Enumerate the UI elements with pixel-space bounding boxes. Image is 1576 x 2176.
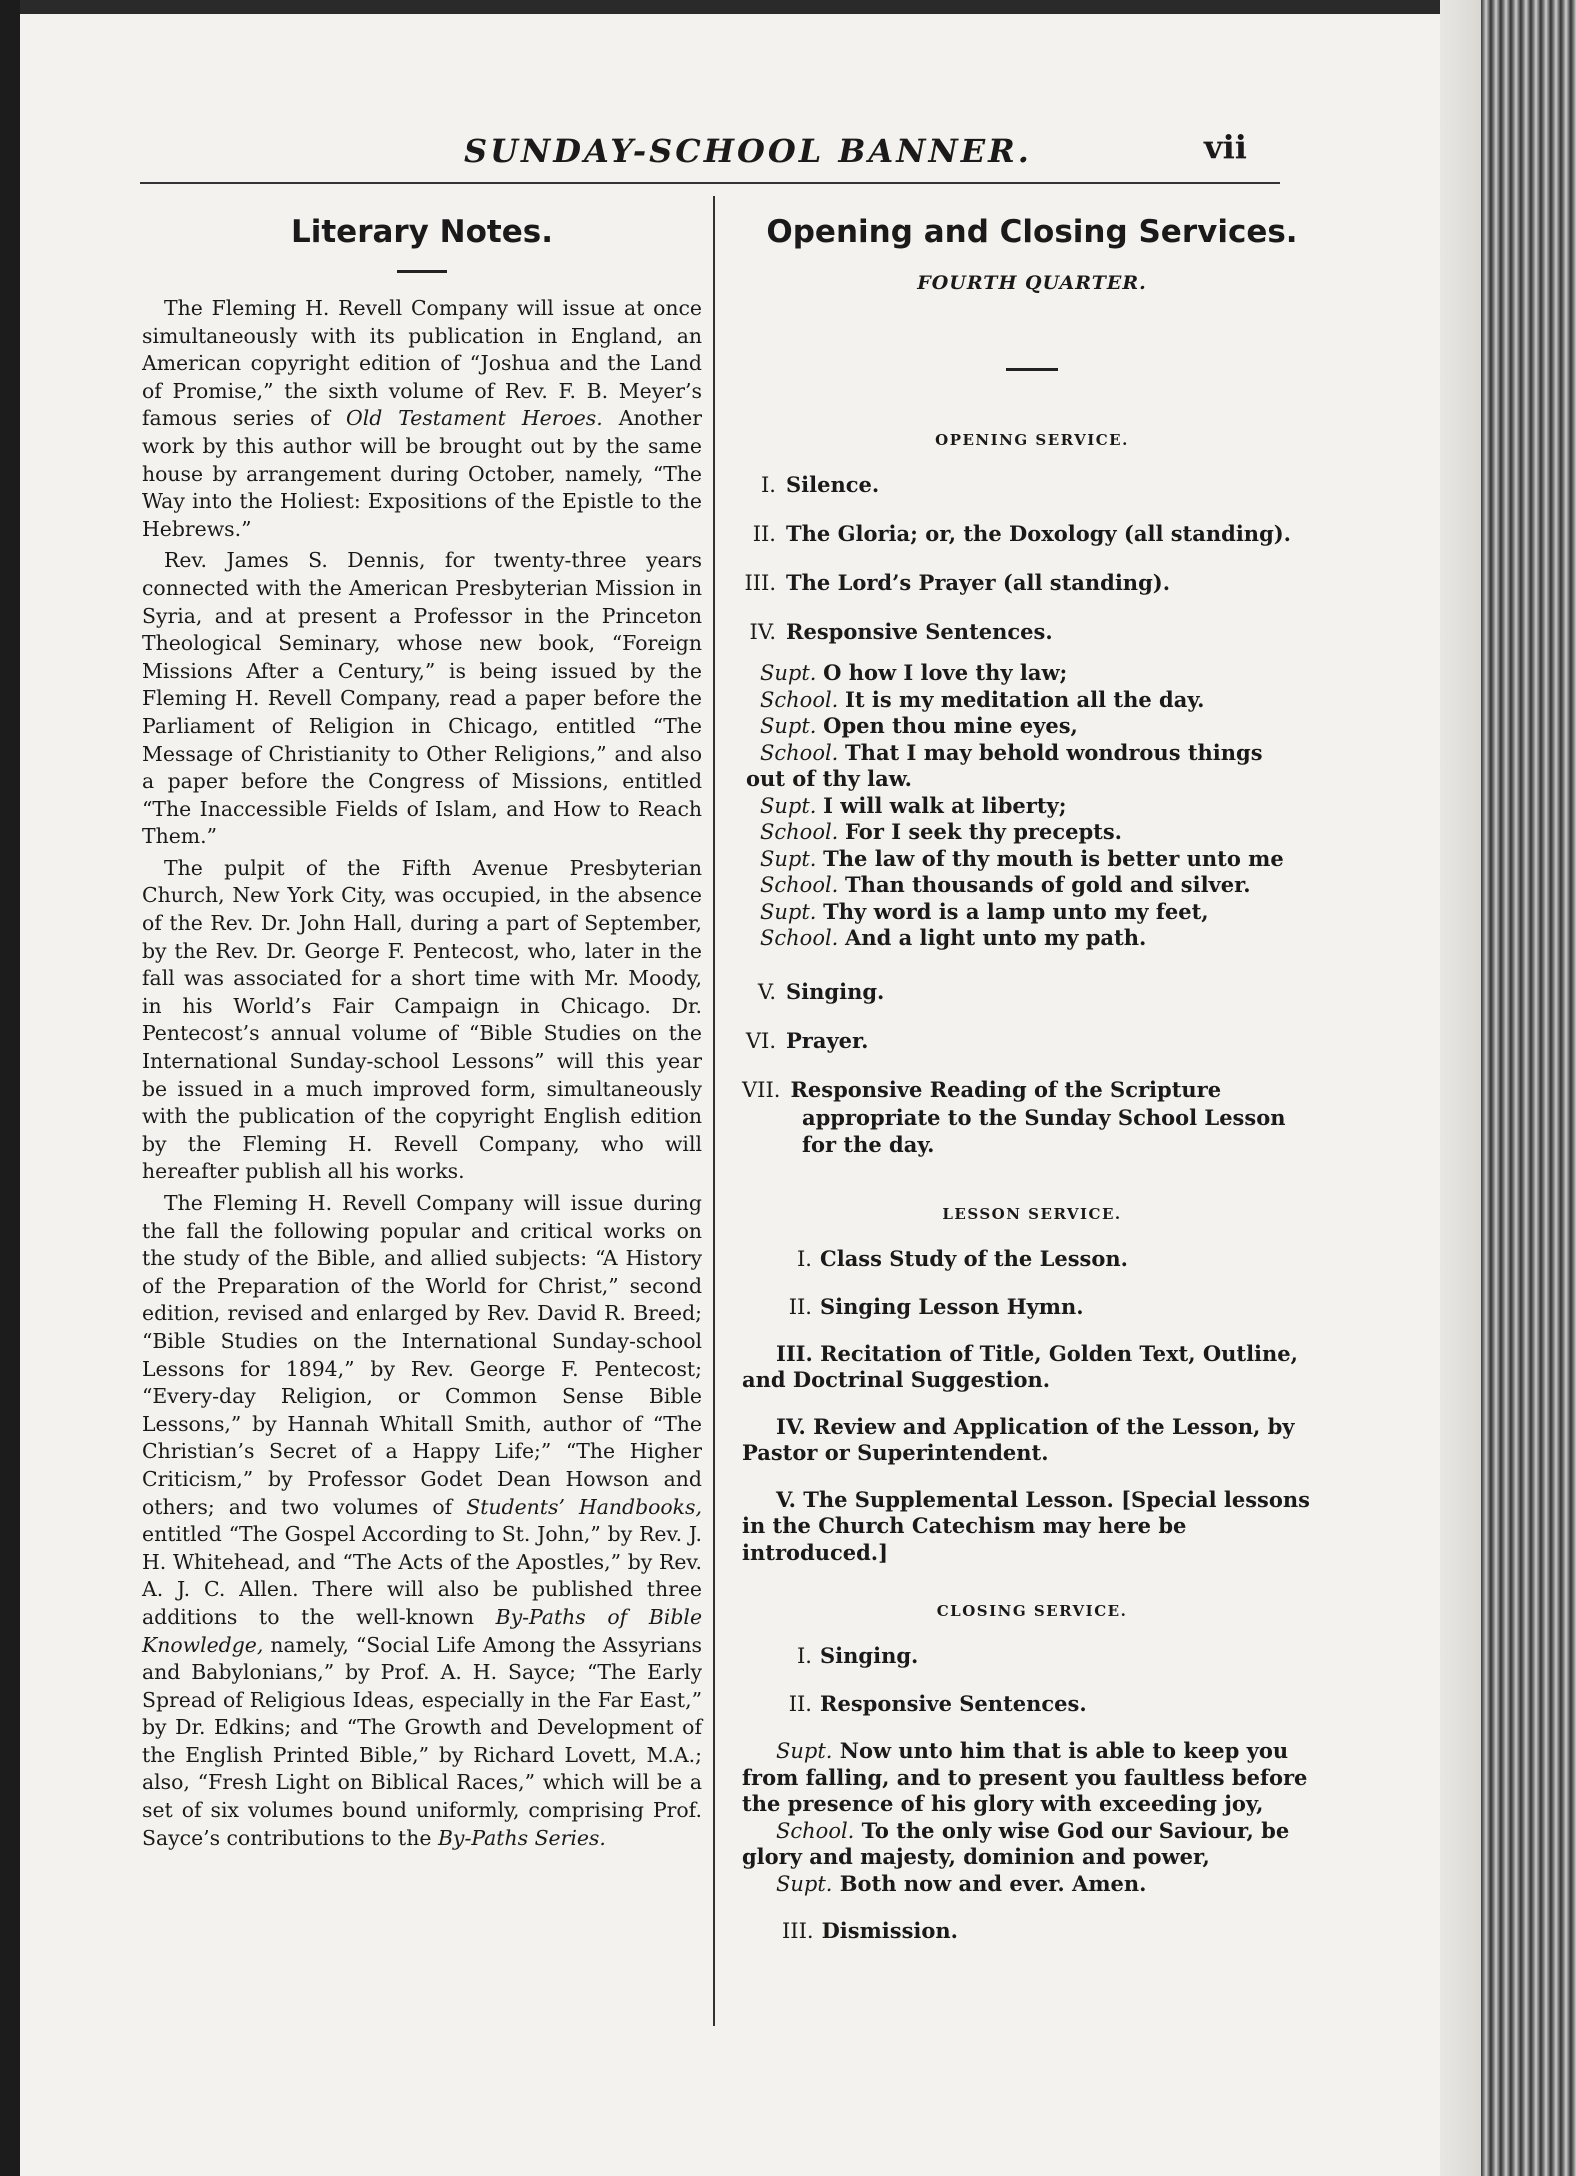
opening-service-heading: OPENING SERVICE. [935, 431, 1129, 449]
speaker: Supt. [760, 661, 817, 685]
responsive-line [742, 925, 1322, 952]
list-item [742, 1027, 1322, 1055]
list-item [742, 471, 1322, 499]
line-text: That I may behold wondrous things [845, 739, 1263, 765]
closing-response [742, 1871, 1322, 1898]
speaker: School. [760, 926, 839, 950]
item-text: Dismission. [821, 1918, 958, 1943]
item-number: I. [797, 1246, 812, 1271]
column-divider [713, 196, 715, 2026]
line-text: Thy word is a lamp unto my feet, [823, 898, 1209, 924]
list-item [782, 1690, 1322, 1718]
item-text: Prayer. [786, 1027, 869, 1053]
note-text: The Fleming H. Revell Company will issue at once simultaneously with its publication in England, an American copyright edition of “Joshua and the Land of Promise,” the sixth volume of Rev. F. B. Meyer’s famous series of [142, 296, 702, 431]
title-rule [397, 270, 447, 273]
lesson-paragraph: V. The Supplemental Lesson. [Special lessons in the Church Catechism may here be introduced.] [742, 1486, 1310, 1565]
item-text: Responsive Sentences. [786, 619, 1053, 644]
item-number: II. [788, 1692, 812, 1716]
responsive-line [742, 846, 1322, 873]
responsive-line [742, 660, 1322, 687]
line-text: The law of thy mouth is better unto me [823, 845, 1284, 871]
note-text: The Fleming H. Revell Company will issue during the fall the following popular and critical works on the study of the Bible, and allied subjects: “A History of the Preparation of the World for Christ,” second edition, revised and enlarged by Rev. David R. Breed; “Bible Studies on the International Sunday-school Lessons for 1894,” by Rev. George F. Pentecost; “Every-day Religion, or Common Sense Bible Lessons,” by Hannah Whitall Smith, author of “The Christian’s Secret of a Happy Life;” “The Higher Criticism,” by Professor Godet Dean Howson and others; and two volumes of [142, 1191, 702, 1519]
services-title: Opening and Closing Services. [766, 214, 1298, 250]
closing-response [742, 1738, 1322, 1818]
note-italic: Old Testament Heroes. [345, 406, 603, 431]
note-text: entitled “The Gospel According to St. John,” by Rev. J. H. Whitehead, and “The Acts of the Apostles,” by Rev. A. J. C. Allen. There will also be published three additions to the well-known [142, 1522, 702, 1629]
responsive-line [742, 793, 1322, 820]
list-item [742, 520, 1322, 548]
responsive-line [742, 899, 1322, 926]
section-rule [1006, 368, 1058, 371]
item-text: The Gloria; or, the Doxology (all standing). [786, 521, 1291, 546]
item-text: The Lord’s Prayer (all standing). [786, 570, 1170, 595]
note-text: Another work by this author will be brought out by the same house by arrangement during October, namely, “The Way into the Holiest: Expositions of the Epistle to the Hebrews.” [142, 406, 702, 541]
speaker: Supt. [760, 793, 817, 818]
quarter-subtitle: FOURTH QUARTER. [917, 272, 1147, 294]
line-text: Open thou mine eyes, [823, 713, 1078, 738]
item-number: IV. [749, 620, 776, 644]
speaker: Supt. [776, 1871, 833, 1896]
responsive-sentences [742, 660, 1322, 952]
responsive-line [742, 819, 1322, 846]
list-item [782, 1293, 1322, 1321]
speaker: Supt. [760, 714, 817, 738]
item-text: Singing. [820, 1643, 919, 1668]
speaker: Supt. [760, 846, 817, 871]
closing-items [742, 1642, 1322, 1718]
line-text: O how I love thy law; [823, 660, 1068, 685]
speaker: School. [760, 820, 839, 844]
note-paragraph-1 [142, 295, 702, 543]
list-item [742, 1076, 1322, 1158]
responsive-line [742, 740, 1322, 767]
header-rule [140, 182, 1280, 184]
lesson-paragraph: III. Recitation of Title, Golden Text, Outline, and Doctrinal Suggestion. [742, 1340, 1298, 1392]
closing-service-heading: CLOSING SERVICE. [936, 1602, 1128, 1620]
dismissal-item [742, 1917, 1322, 1945]
item-text: Class Study of the Lesson. [820, 1245, 1128, 1271]
line-text: It is my meditation all the day. [845, 686, 1205, 712]
scan-left-edge [0, 0, 20, 2176]
item-text: Singing. [786, 978, 885, 1004]
line-text: I will walk at liberty; [823, 792, 1067, 818]
list-item [742, 618, 1322, 646]
note-italic: By-Paths Series. [437, 1825, 606, 1850]
closing-responses [742, 1738, 1322, 1897]
item-text: Responsive Sentences. [820, 1691, 1087, 1716]
literary-notes-column [142, 200, 702, 1856]
list-item [782, 1642, 1322, 1670]
literary-notes-title: Literary Notes. [290, 214, 554, 250]
responsive-line [742, 713, 1322, 740]
speaker: School. [760, 873, 839, 897]
responsive-continuation: out of thy law. [746, 766, 912, 791]
opening-items-2 [742, 978, 1322, 1158]
note-text: namely, “Social Life Among the Assyrians and Babylonians,” by Prof. A. H. Sayce; “The Early Spread of Religious Ideas, especially in the Far East,” by Dr. Edkins; and “The Growth and Development of the English Printed Bible,” by Richard Lovett, M.A.; also, “Fresh Light on Biblical Races,” which will be a set of six volumes bound uniformly, comprising Prof. Sayce’s contributions to the [142, 1632, 702, 1850]
speaker: Supt. [776, 1739, 833, 1763]
item-text: Silence. [786, 472, 880, 497]
speaker: Supt. [760, 899, 817, 924]
item-number: VI. [745, 1028, 776, 1053]
list-item [742, 978, 1322, 1006]
list-item [742, 569, 1322, 597]
spacer [742, 1179, 1322, 1205]
responsive-line [742, 687, 1322, 714]
line-text: Both now and ever. Amen. [839, 1870, 1147, 1896]
note-paragraph-4 [142, 1190, 702, 1852]
item-number: II. [788, 1294, 812, 1319]
speaker: School. [760, 687, 839, 712]
item-number: VII. [742, 1077, 781, 1102]
item-number: II. [752, 522, 776, 546]
line-text: Now unto him that is able to keep you from falling, and to present you faultless before the presence of his glory with exceeding joy, [742, 1738, 1308, 1816]
item-number: III. [744, 571, 776, 595]
spacer [742, 1586, 1322, 1602]
item-number: I. [761, 473, 776, 497]
line-text: Than thousands of gold and silver. [845, 872, 1251, 897]
line-text: And a light unto my path. [845, 925, 1147, 950]
item-number: I. [797, 1644, 812, 1668]
scan-top-edge [0, 0, 1576, 14]
book-page-edges [1481, 0, 1576, 2176]
opening-items [742, 471, 1322, 646]
line-text: For I seek thy precepts. [845, 819, 1122, 844]
line-text: To the only wise God our Saviour, be glory and majesty, dominion and power, [742, 1817, 1290, 1869]
services-column [742, 200, 1322, 1965]
note-paragraph-2: Rev. James S. Dennis, for twenty-three years connected with the American Presbyterian Mission in Syria, and at present a Professor in the Princeton Theological Seminary, whose new book, “Foreign Missions After a Century,” is being issued by the Fleming H. Revell Company, read a paper before the Parliament of Religion in Chicago, entitled “The Message of Christianity to Other Religions,” and also a paper before the Congress of Missions, entitled “The Inaccessible Fields of Islam, and How to Reach Them.” [142, 548, 702, 849]
spacer [742, 952, 1322, 978]
closing-response [742, 1818, 1322, 1871]
speaker: School. [776, 1818, 855, 1843]
item-text: Responsive Reading of the Scripture appropriate to the Sunday School Lesson for the day. [790, 1076, 1286, 1157]
running-head: SUNDAY-SCHOOL BANNER. [464, 132, 1032, 170]
lesson-items [742, 1245, 1322, 1321]
note-italic: By-Paths of Bible Knowledge, [142, 1604, 703, 1657]
note-italic: Students’ Handbooks, [466, 1494, 702, 1519]
note-paragraph-3: The pulpit of the Fifth Avenue Presbyterian Church, New York City, was occupied, in the absence of the Rev. Dr. John Hall, during a part of September, by the Rev. Dr. George F. Pentecost, who, later in the fall was associated for a short time with Mr. Moody, in his World’s Fair Campaign in Chicago. Dr. Pentecost’s annual volume of “Bible Studies on the International Sunday-school Lessons” will this year be issued in a much improved form, simultaneously with the publication of the copyright English edition by the Fleming H. Revell Company, who will hereafter publish all his works. [142, 855, 702, 1184]
lesson-paragraph: IV. Review and Application of the Lesson, by Pastor or Superintendent. [742, 1413, 1295, 1465]
item-text: Singing Lesson Hymn. [820, 1293, 1084, 1319]
item-number: V. [757, 979, 776, 1004]
lesson-service-heading: LESSON SERVICE. [942, 1204, 1122, 1223]
list-item [782, 1245, 1322, 1273]
page-number: vii [1204, 128, 1247, 166]
speaker: School. [760, 740, 839, 765]
item-number: III. [782, 1919, 814, 1943]
responsive-line [742, 872, 1322, 899]
list-item [782, 1917, 1322, 1945]
